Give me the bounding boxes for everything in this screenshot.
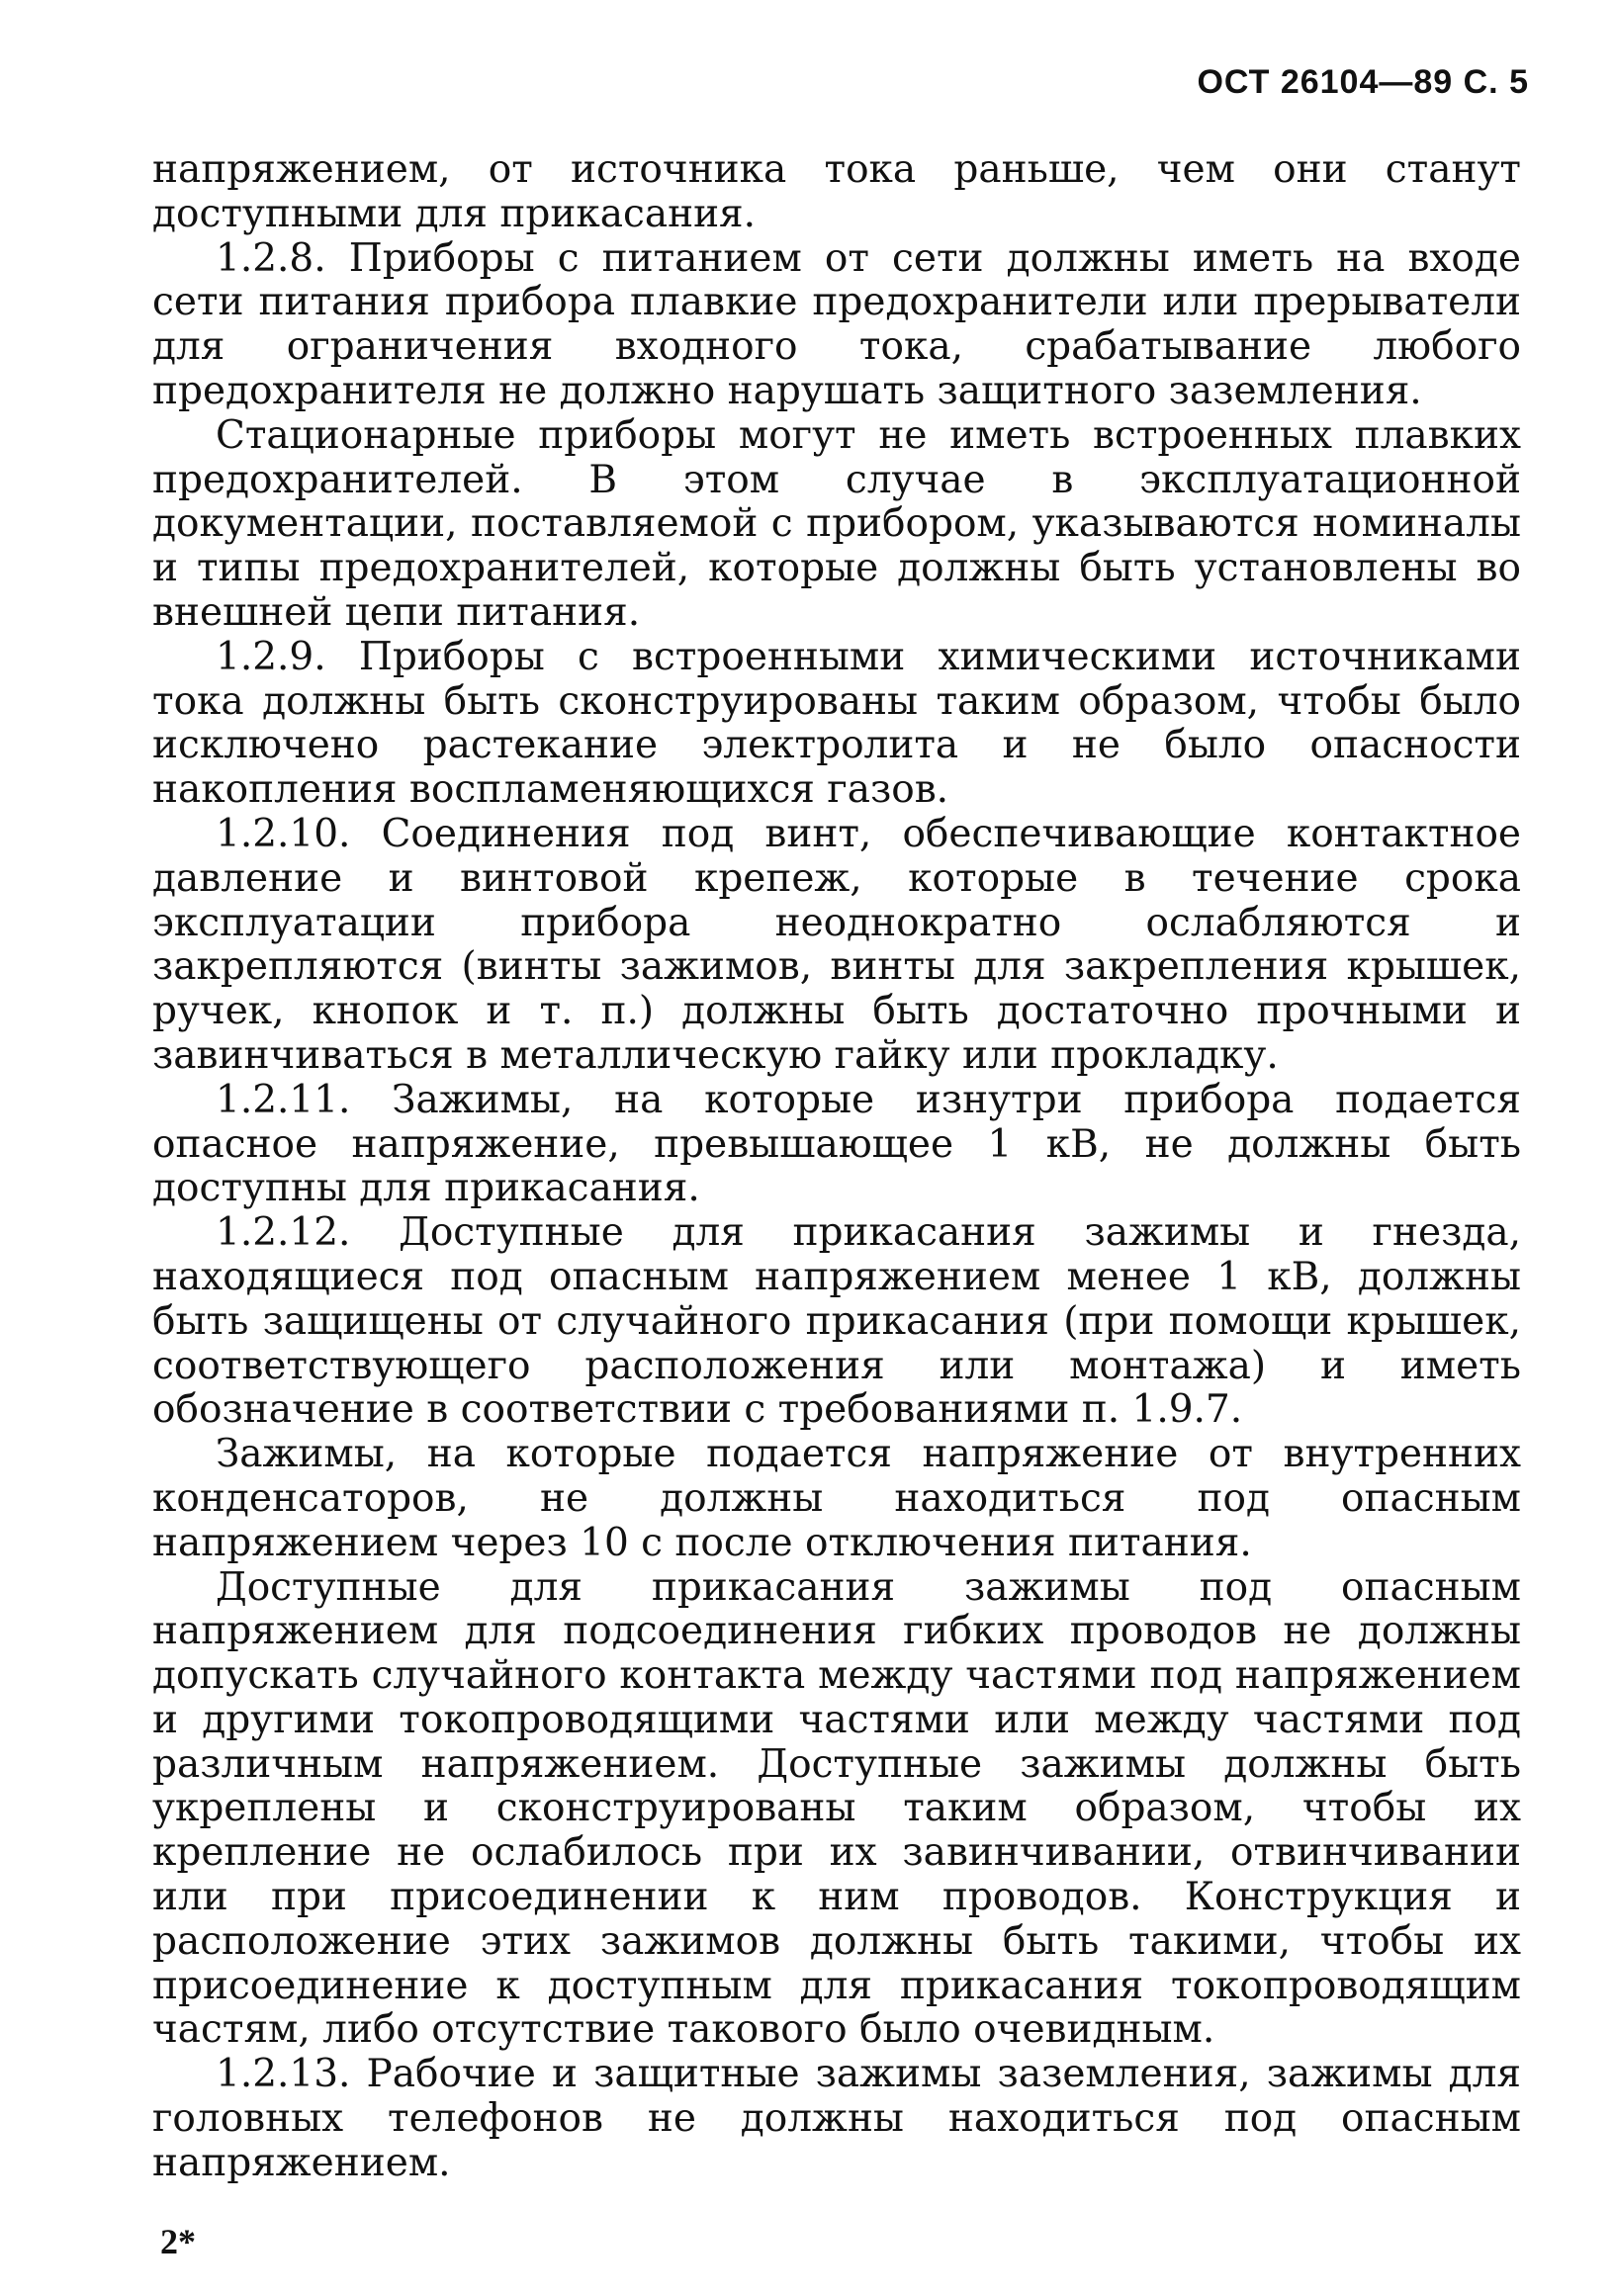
signature-mark: 2* [160, 2222, 196, 2261]
paragraph-stationary-devices: Стационарные приборы могут не иметь встроенных плавких предохранителей. В этом случае в эксплуатационной документации, поставляемой с прибором, указываются номиналы и типы предохранителей, которые должны быть установлены во внешней цепи питания. [152, 412, 1521, 635]
paragraph-capacitor-terminals: Зажимы, на которые подается напряжение от внутренних конденсаторов, не должны находиться под опасным напряжением через 10 с после отключения питания. [152, 1432, 1521, 1565]
paragraph-flexible-wire-terminals: Доступные для прикасания зажимы под опасным напряжением для подсоединения гибких проводов не должны допускать случайного контакта между частями под напряжением и другими токопроводящими частями или между частями под различным напряжением. Доступные зажимы должны быть укреплены и сконструированы таким образом, чтобы их крепление не ослабилось при их завинчивании, отвинчивании или при присоединении к ним проводов. Конструкция и расположение этих зажимов должны быть такими, чтобы их присоединение к доступным для прикасания токопроводящим частям, либо отсутствие такового было очевидным. [152, 1564, 1521, 2053]
paragraph-1-2-13: 1.2.13. Рабочие и защитные зажимы заземления, зажимы для головных телефонов не должны находиться под опасным напряжением. [152, 2052, 1521, 2185]
paragraph-continuation: напряжением, от источника тока раньше, чем они станут доступными для прикасания. [152, 147, 1521, 236]
document-body [152, 148, 1521, 2186]
paragraph-1-2-11: 1.2.11. Зажимы, на которые изнутри прибора подается опасное напряжение, превышающее 1 кВ, не должны быть доступны для прикасания. [152, 1077, 1521, 1211]
paragraph-1-2-10: 1.2.10. Соединения под винт, обеспечивающие контактное давление и винтовой крепеж, которые в течение срока эксплуатации прибора неоднократно ослабляются и закрепляются (винты зажимов, винты для закрепления крышек, ручек, кнопок и т. п.) должны быть достаточно прочными и завинчиваться в металлическую гайку или прокладку. [152, 811, 1521, 1078]
paragraph-1-2-9: 1.2.9. Приборы с встроенными химическими источниками тока должны быть сконструированы таким образом, чтобы было исключено растекание электролита и не было опасности накопления воспламеняющихся газов. [152, 634, 1521, 813]
running-head: ОСТ 26104—89 С. 5 [1197, 63, 1529, 101]
paragraph-1-2-8: 1.2.8. Приборы с питанием от сети должны иметь на входе сети питания прибора плавкие предохранители или прерыватели для ограничения входного тока, срабатывание любого предохранителя не должно нарушать защитного заземления. [152, 235, 1521, 413]
paragraph-1-2-12: 1.2.12. Доступные для прикасания зажимы и гнезда, находящиеся под опасным напряжением менее 1 кВ, должны быть защищены от случайного прикасания (при помощи крышек, соответствующего расположения или монтажа) и иметь обозначение в соответствии с требованиями п. 1.9.7. [152, 1210, 1521, 1433]
